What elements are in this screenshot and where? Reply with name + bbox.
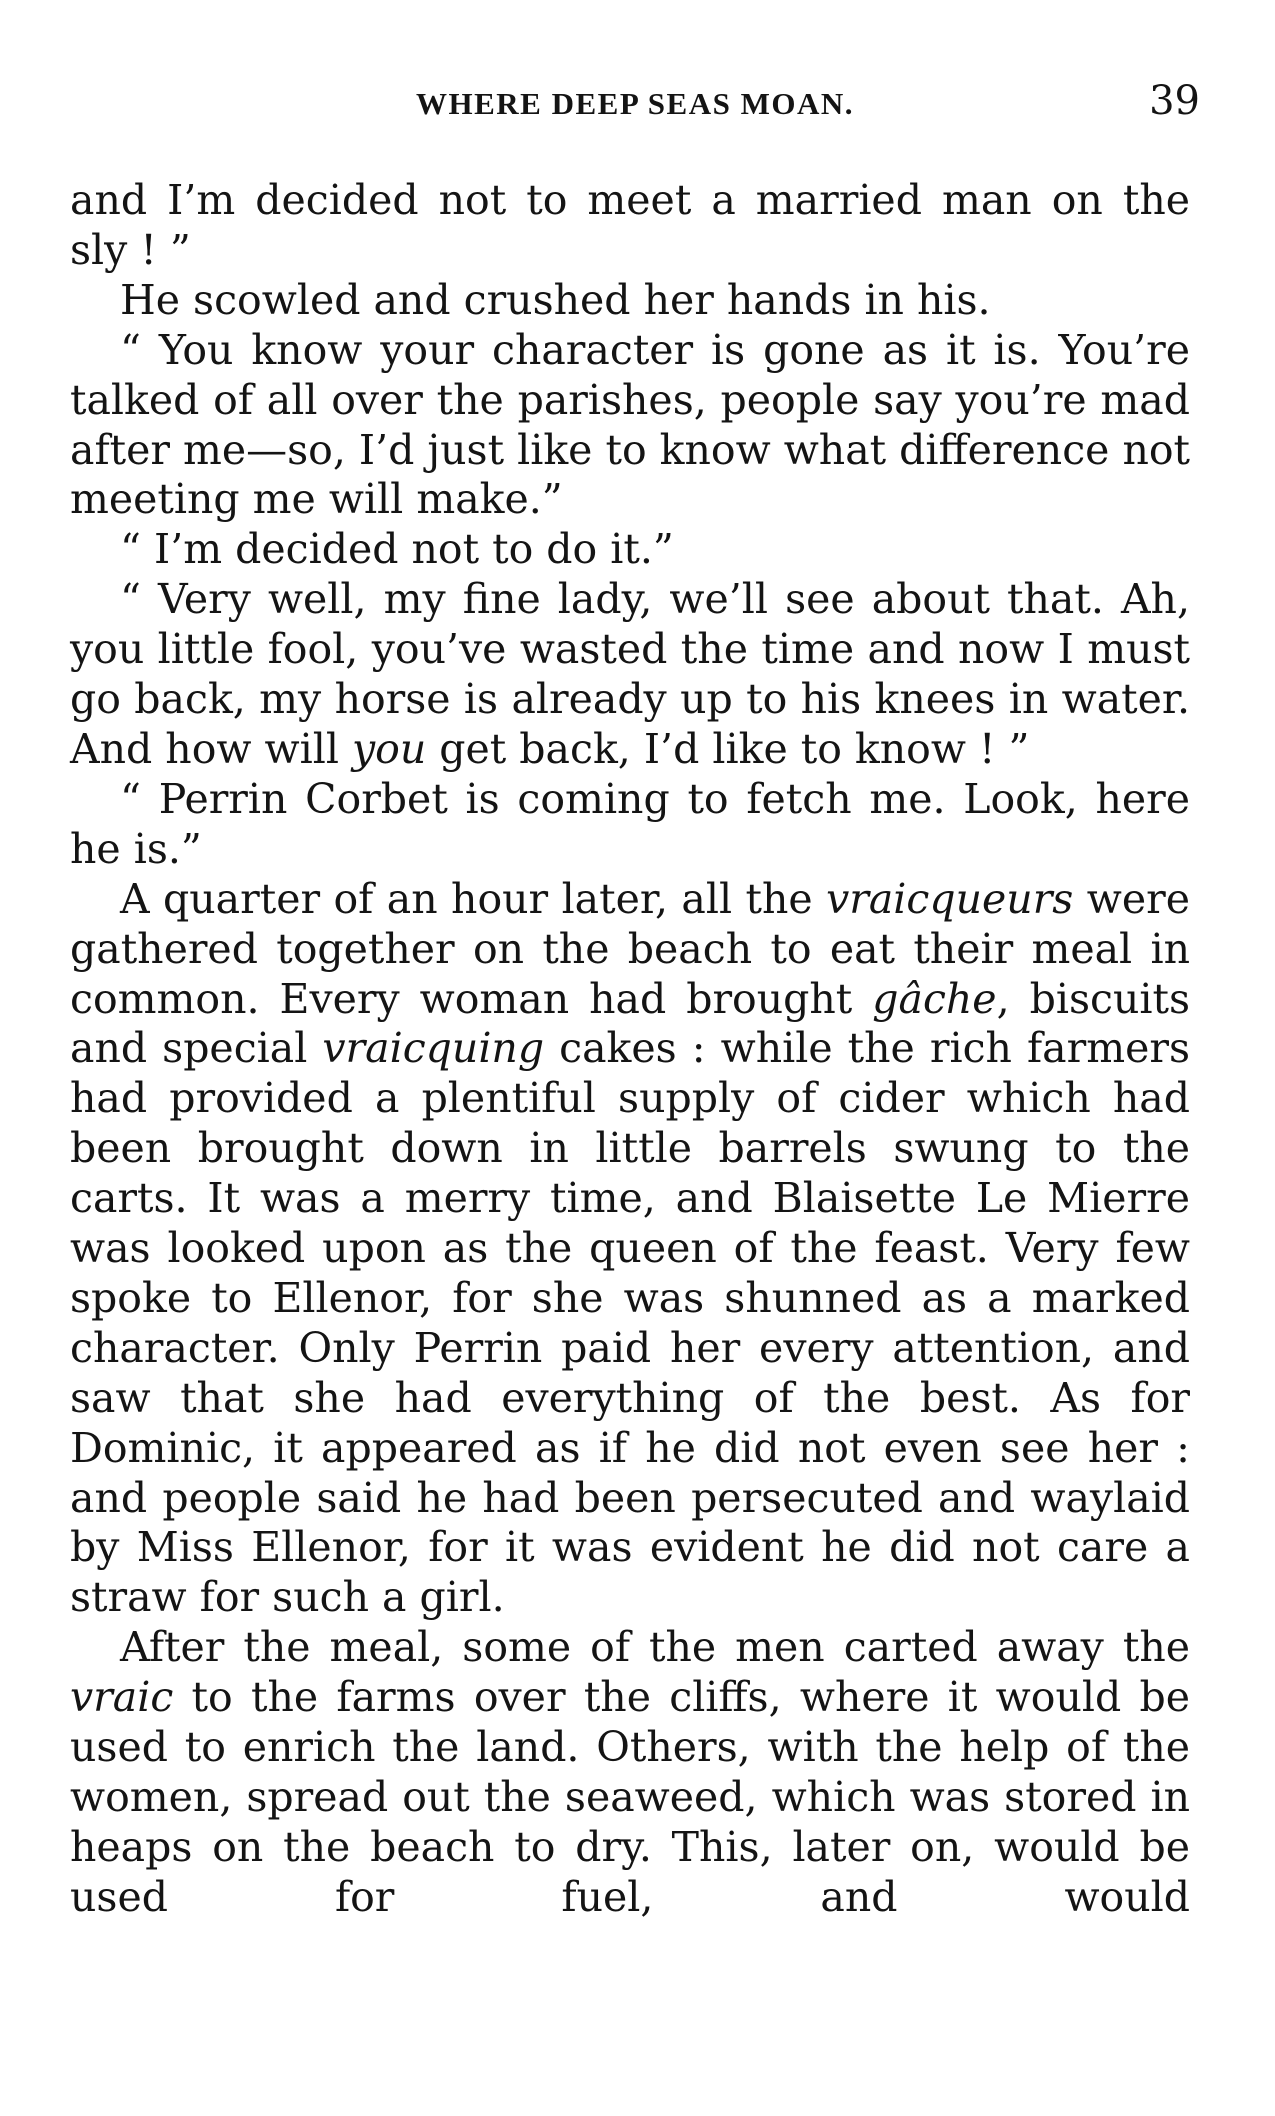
text-run: “ You know your character is gone as it is. You’re talked of all over the parishes, people say you’re mad after me—so, I’d just like to know what difference not meeting me will make.”: [70, 325, 1191, 524]
text-run: “ I’m decided not to do it.”: [120, 525, 674, 574]
italic-text: vraicqueurs: [826, 874, 1074, 923]
paragraph: [70, 1623, 1190, 1922]
page-number: 39: [1149, 78, 1200, 124]
paragraph: [70, 775, 1190, 875]
paragraph: [70, 326, 1190, 526]
body-text: [70, 176, 1190, 1923]
text-run: get back, I’d like to know ! ”: [426, 724, 1030, 773]
running-title: WHERE DEEP SEAS MOAN.: [415, 86, 854, 121]
text-run: “ Very well, my fine lady, we’ll see about that. Ah, you little fool, you’ve wasted the time and now I must go back, my horse is already up to his knees in water. And how will: [70, 575, 1190, 773]
italic-text: vraic: [70, 1673, 174, 1722]
text-run: A quarter of an hour later, all the: [120, 874, 827, 923]
text-run: were gathered together on the beach to eat their meal in common. Every woman had brought: [70, 874, 1190, 1023]
italic-text: gâche: [872, 974, 997, 1023]
paragraph: [70, 276, 1190, 326]
text-run: After the meal, some of the men carted away the: [120, 1623, 1190, 1672]
paragraph: [70, 575, 1190, 775]
paragraph: [70, 176, 1190, 276]
paragraph: [70, 875, 1190, 1624]
text-run: to the farms over the cliffs, where it would be used to enrich the land. Others, with the help of the women, spread out the seaweed, which was stored in heaps on the beach to dry. This, later on, would be used for fuel, and would: [70, 1673, 1190, 1921]
italic-text: you: [351, 724, 427, 773]
text-run: cakes : while the rich farmers had provided a plentiful supply of cider which had been brought down in little barrels swung to the carts. It was a merry time, and Blaisette Le Mierre was looked upon as the queen of the feast. Very few spoke to Ellenor, for she was shunned as a marked character. Only Perrin paid her every attention, and saw that she had everything of the best. As for Dominic, it appeared as if he did not even see her : and people said he had been persecuted and waylaid by Miss Ellenor, for it was evident he did not care a straw for such a girl.: [70, 1024, 1191, 1622]
running-head: [70, 78, 1200, 138]
text-run: and I’m decided not to meet a married man on the sly ! ”: [70, 176, 1190, 274]
text-run: , biscuits and special: [70, 974, 1190, 1073]
italic-text: vraicquing: [322, 1024, 545, 1073]
paragraph: [70, 525, 1190, 575]
text-run: He scowled and crushed her hands in his.: [120, 275, 991, 324]
text-run: “ Perrin Corbet is coming to fetch me. Look, here he is.”: [70, 774, 1190, 873]
